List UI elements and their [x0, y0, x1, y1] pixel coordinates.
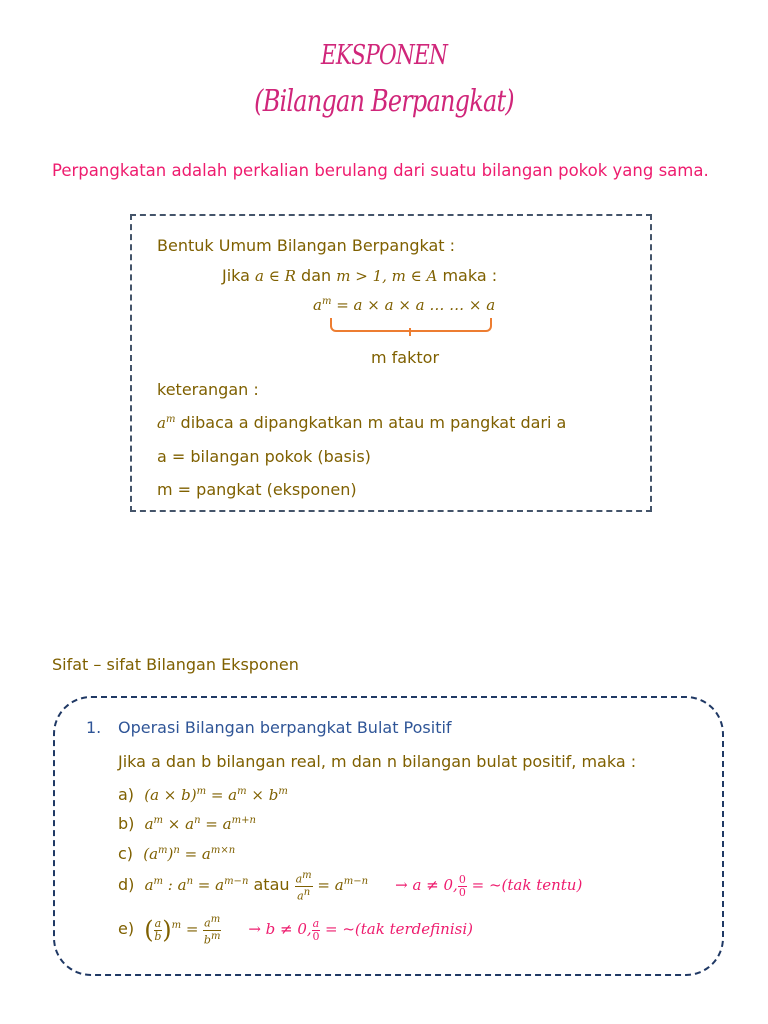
general-form-heading: Bentuk Umum Bilangan Berpangkat :: [157, 236, 456, 255]
intro-text: Perpangkatan adalah perkalian berulang dari suatu bilangan pokok yang sama.: [52, 161, 709, 180]
math: = a × a × a … … × a: [336, 296, 496, 314]
note: → a ≠ 0,: [395, 876, 458, 895]
condition-line: [222, 266, 497, 285]
text: maka :: [442, 266, 498, 285]
label: d): [118, 875, 135, 895]
rule-e: e) ( $\frac{a}{b}$ )$^m$ = $\frac{a^m}{b^m}$ → b ≠ 0, $\frac{a}{0}$ = ~(tak terdefinisi): [118, 914, 473, 947]
note: = ~(tak terdefinisi): [325, 920, 473, 939]
text: dan: [301, 266, 332, 285]
keterangan-label: keterangan :: [157, 380, 259, 399]
keterangan-2: a = bilangan pokok (basis): [157, 447, 371, 466]
brace-icon: [330, 318, 492, 332]
math: m > 1, m ∈ A: [336, 267, 438, 285]
note: = ~(tak tentu): [471, 876, 583, 895]
label: a): [118, 785, 135, 804]
rule-d: d) $a^m$ : $a^n = a^{m-n}$ atau $\frac{a^m}{a^n}$ = $a^{m-n} \to a \ne 0$, $\frac{0}{0}$ = ~(tak tentu): [118, 870, 583, 903]
label: e): [118, 919, 135, 939]
property-intro: Jika a dan b bilangan real, m dan n bilangan bulat positif, maka :: [118, 752, 637, 771]
sifat-heading: Sifat – sifat Bilangan Eksponen: [52, 655, 299, 674]
brace-label: m faktor: [371, 348, 440, 367]
text: Jika: [222, 266, 250, 285]
keterangan-1: $a^m$ dibaca a dipangkatkan m atau m pangkat dari a: [157, 413, 567, 432]
page-subtitle: (Bilangan Berpangkat): [254, 84, 514, 119]
text: dibaca a dipangkatkan m atau m pangkat dari a: [180, 413, 567, 432]
general-formula: $a^m = a \times a \times a$ … … × a: [313, 296, 496, 314]
rule-a: a) $(a \times b)^m = a^m \times b^m$: [118, 785, 288, 804]
keterangan-3: m = pangkat (eksponen): [157, 480, 357, 499]
note: → b ≠ 0,: [248, 920, 312, 939]
label: c): [118, 844, 134, 863]
page-title: EKSPONEN: [320, 40, 448, 71]
math: a ∈ R: [255, 267, 296, 285]
label: b): [118, 814, 135, 833]
property-number: 1.: [86, 718, 102, 737]
rule-b: b) $a^m \times a^n = a^{m+n}$: [118, 814, 256, 833]
rule-c: c) $(a^m)^n = a^{m\times n}$: [118, 844, 236, 863]
text: atau: [253, 875, 290, 895]
property-heading: Operasi Bilangan berpangkat Bulat Positif: [118, 718, 452, 737]
